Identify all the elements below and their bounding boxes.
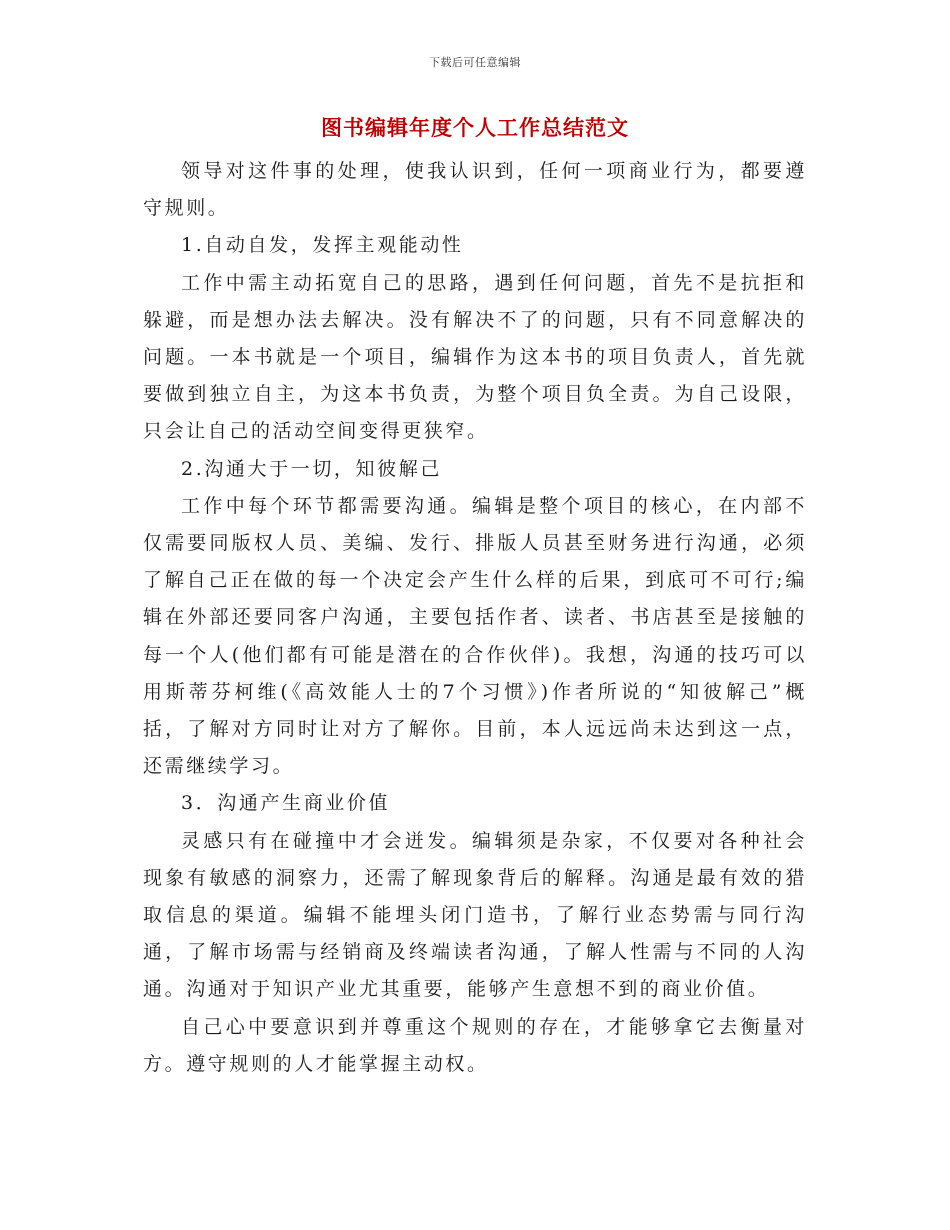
paragraph-intro: 领导对这件事的处理，使我认识到，任何一项商业行为，都要遵守规则。 [143, 160, 807, 220]
section-heading-1: 1.自动自发，发挥主观能动性 [181, 234, 464, 257]
document-body [143, 153, 807, 1083]
section-heading-2: 2.沟通大于一切，知彼解己 [181, 457, 442, 480]
paragraph-conclusion: 自己心中要意识到并尊重这个规则的存在，才能够拿它去衡量对方。遵守规则的人才能掌握主动权。 [143, 1015, 807, 1075]
paragraph-section-3: 灵感只有在碰撞中才会迸发。编辑须是杂家，不仅要对各种社会现象有敏感的洞察力，还需了解现象背后的解释。沟通是最有效的猎取信息的渠道。编辑不能埋头闭门造书，了解行业态势需与同行沟通，了解市场需与经销商及终端读者沟通，了解人性需与不同的人沟通。沟通对于知识产业尤其重要，能够产生意想不到的商业价值。 [143, 829, 807, 1001]
document-title: 图书编辑年度个人工作总结范文 [321, 116, 629, 140]
paragraph-section-2: 工作中每个环节都需要沟通。编辑是整个项目的核心，在内部不仅需要同版权人员、美编、发行、排版人员甚至财务进行沟通，必须了解自己正在做的每一个决定会产生什么样的后果，到底可不可行;编辑在外部还要同客户沟通，主要包括作者、读者、书店甚至是接触的每一个人(他们都有可能是潜在的合作伙伴)。我想，沟通的技巧可以用斯蒂芬柯维(《高效能人士的7个习惯》)作者所说的“知彼解己”概括，了解对方同时让对方了解你。目前，本人远远尚未达到这一点，还需继续学习。 [143, 494, 807, 778]
section-heading-3: 3．沟通产生商业价值 [181, 792, 391, 815]
paragraph-section-1: 工作中需主动拓宽自己的思路，遇到任何问题，首先不是抗拒和躲避，而是想办法去解决。没有解决不了的问题，只有不同意解决的问题。一本书就是一个项目，编辑作为这本书的项目负责人，首先就要做到独立自主，为这本书负责，为整个项目负全责。为自己设限，只会让自己的活动空间变得更狭窄。 [143, 271, 807, 443]
header-note: 下载后可任意编辑 [429, 56, 521, 69]
